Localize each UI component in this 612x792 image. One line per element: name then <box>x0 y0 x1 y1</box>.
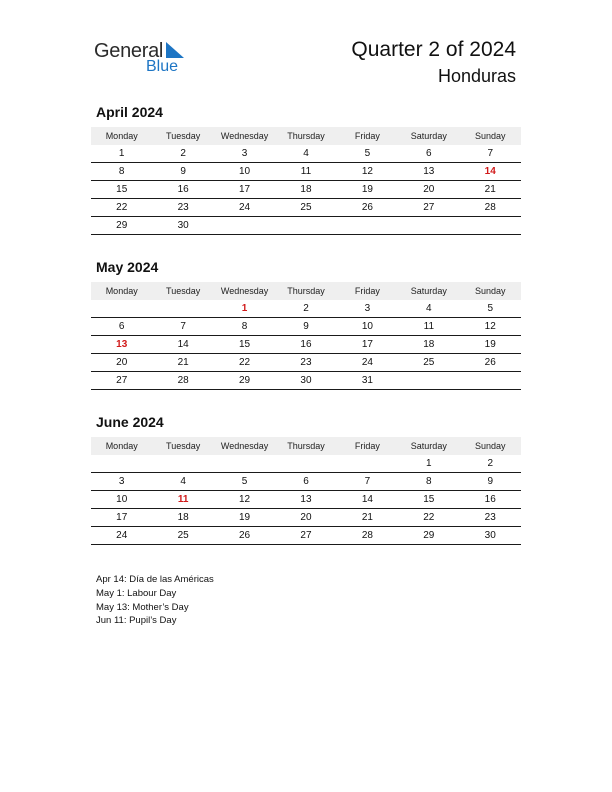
week-row <box>91 491 521 509</box>
day-cell: 13 <box>116 339 128 350</box>
day-cell: 23 <box>300 357 312 368</box>
weekday-label: Tuesday <box>166 131 201 141</box>
week-row <box>91 199 521 217</box>
day-cell: 18 <box>300 184 312 195</box>
week-row <box>91 527 521 545</box>
weekday-label: Saturday <box>410 286 447 296</box>
month-title: April 2024 <box>96 104 163 120</box>
weekday-label: Thursday <box>287 286 325 296</box>
weekday-label: Wednesday <box>220 441 269 451</box>
day-cell: 18 <box>423 339 435 350</box>
day-cell: 16 <box>177 184 189 195</box>
day-cell: 12 <box>484 321 496 332</box>
weekday-label: Monday <box>105 441 138 451</box>
week-row <box>91 318 521 336</box>
day-cell: 30 <box>484 530 496 541</box>
day-cell: 11 <box>177 494 189 505</box>
day-cell: 10 <box>116 494 128 505</box>
day-cell: 7 <box>180 321 186 332</box>
day-cell: 7 <box>487 148 494 159</box>
day-cell: 5 <box>487 303 494 314</box>
day-cell: 7 <box>364 476 371 487</box>
day-cell: 20 <box>116 357 128 368</box>
month-title: May 2024 <box>96 259 159 275</box>
day-cell: 2 <box>487 458 494 469</box>
day-cell: 27 <box>423 202 435 213</box>
day-cell: 28 <box>484 202 496 213</box>
day-cell: 24 <box>238 202 251 213</box>
weekday-header <box>91 127 521 145</box>
holiday-note: May 13: Mother’s Day <box>96 601 189 613</box>
weekday-header <box>91 437 521 455</box>
weekday-label: Friday <box>354 441 380 451</box>
day-cell: 20 <box>300 512 312 523</box>
day-cell: 12 <box>361 166 373 177</box>
weekday-label: Sunday <box>474 131 506 141</box>
week-row <box>91 163 521 181</box>
week-row <box>91 217 521 235</box>
day-cell: 9 <box>180 166 186 177</box>
day-cell: 11 <box>300 166 312 177</box>
day-cell: 28 <box>177 375 189 386</box>
day-cell: 26 <box>484 357 496 368</box>
week-row <box>91 181 521 199</box>
day-cell: 13 <box>300 494 312 505</box>
holiday-note: Apr 14: Día de las Américas <box>96 574 214 585</box>
day-cell: 3 <box>364 303 371 314</box>
day-cell: 5 <box>241 476 248 487</box>
day-cell: 29 <box>238 375 251 386</box>
holiday-note: Jun 11: Pupil’s Day <box>96 615 177 627</box>
day-cell: 22 <box>238 357 251 368</box>
day-cell: 15 <box>116 184 128 195</box>
page-title: Quarter 2 of 2024 <box>351 38 516 61</box>
day-cell: 11 <box>423 321 435 332</box>
day-cell: 29 <box>423 530 435 541</box>
month-title: June 2024 <box>96 414 164 430</box>
day-cell: 15 <box>238 339 251 350</box>
weekday-label: Tuesday <box>166 286 201 296</box>
week-row <box>91 354 521 372</box>
day-cell: 24 <box>116 530 128 541</box>
day-cell: 5 <box>364 148 371 159</box>
weekday-label: Saturday <box>410 131 447 141</box>
weekday-label: Friday <box>354 286 380 296</box>
weekday-label: Friday <box>354 131 380 141</box>
day-cell: 26 <box>238 530 251 541</box>
day-cell: 28 <box>361 530 373 541</box>
day-cell: 1 <box>426 458 432 469</box>
day-cell: 8 <box>118 166 125 177</box>
month-june <box>91 414 521 545</box>
week-row <box>91 455 521 473</box>
day-cell: 15 <box>423 494 435 505</box>
weekday-label: Saturday <box>410 441 447 451</box>
day-cell: 8 <box>241 321 248 332</box>
weekday-label: Sunday <box>474 286 506 296</box>
day-cell: 13 <box>423 166 435 177</box>
week-row <box>91 145 521 163</box>
day-cell: 19 <box>484 339 496 350</box>
day-cell: 6 <box>118 321 125 332</box>
day-cell: 17 <box>116 512 128 523</box>
week-row <box>91 336 521 354</box>
day-cell: 3 <box>241 148 248 159</box>
day-cell: 2 <box>303 303 309 314</box>
day-cell: 27 <box>116 375 128 386</box>
day-cell: 25 <box>300 202 312 213</box>
logo-text-blue: Blue <box>146 58 179 75</box>
day-cell: 8 <box>426 476 432 487</box>
day-cell: 23 <box>484 512 496 523</box>
weekday-label: Thursday <box>287 441 325 451</box>
holiday-note: May 1: Labour Day <box>96 587 177 599</box>
day-cell: 14 <box>484 166 496 177</box>
weekday-label: Monday <box>105 131 138 141</box>
day-cell: 25 <box>177 530 189 541</box>
day-cell: 30 <box>177 220 189 231</box>
day-cell: 3 <box>118 476 125 487</box>
day-cell: 24 <box>361 357 373 368</box>
week-row <box>91 372 521 390</box>
week-row <box>91 473 521 491</box>
day-cell: 17 <box>361 339 373 350</box>
logo-text-general: General <box>94 40 164 62</box>
day-cell: 17 <box>238 184 251 195</box>
day-cell: 18 <box>177 512 189 523</box>
day-cell: 12 <box>238 494 251 505</box>
day-cell: 16 <box>300 339 312 350</box>
day-cell: 1 <box>241 303 248 314</box>
day-cell: 26 <box>361 202 373 213</box>
day-cell: 14 <box>361 494 373 505</box>
day-cell: 9 <box>303 321 309 332</box>
day-cell: 23 <box>177 202 189 213</box>
day-cell: 1 <box>118 148 125 159</box>
day-cell: 27 <box>300 530 312 541</box>
day-cell: 10 <box>238 166 251 177</box>
day-cell: 9 <box>487 476 494 487</box>
day-cell: 21 <box>177 357 189 368</box>
weekday-label: Monday <box>105 286 138 296</box>
day-cell: 4 <box>180 476 186 487</box>
day-cell: 30 <box>300 375 312 386</box>
logo <box>94 40 194 80</box>
weekday-header <box>91 282 521 300</box>
day-cell: 21 <box>361 512 373 523</box>
day-cell: 14 <box>177 339 189 350</box>
day-cell: 22 <box>116 202 128 213</box>
day-cell: 25 <box>423 357 435 368</box>
week-row <box>91 509 521 527</box>
month-april <box>91 104 521 235</box>
day-cell: 2 <box>180 148 186 159</box>
day-cell: 19 <box>238 512 251 523</box>
day-cell: 22 <box>423 512 435 523</box>
day-cell: 21 <box>484 184 496 195</box>
weekday-label: Wednesday <box>220 131 269 141</box>
day-cell: 31 <box>361 375 373 386</box>
day-cell: 4 <box>426 303 432 314</box>
holiday-notes <box>96 573 214 628</box>
weekday-label: Tuesday <box>166 441 201 451</box>
weekday-label: Thursday <box>287 131 325 141</box>
day-cell: 4 <box>303 148 309 159</box>
logo-triangle-icon <box>162 42 184 58</box>
day-cell: 6 <box>303 476 309 487</box>
weekday-label: Wednesday <box>220 286 269 296</box>
day-cell: 16 <box>484 494 496 505</box>
day-cell: 19 <box>361 184 373 195</box>
country-name: Honduras <box>437 66 516 86</box>
weekday-label: Sunday <box>474 441 506 451</box>
day-cell: 6 <box>426 148 432 159</box>
day-cell: 20 <box>423 184 435 195</box>
month-may <box>91 259 521 390</box>
day-cell: 29 <box>116 220 128 231</box>
day-cell: 10 <box>361 321 373 332</box>
week-row <box>91 300 521 318</box>
